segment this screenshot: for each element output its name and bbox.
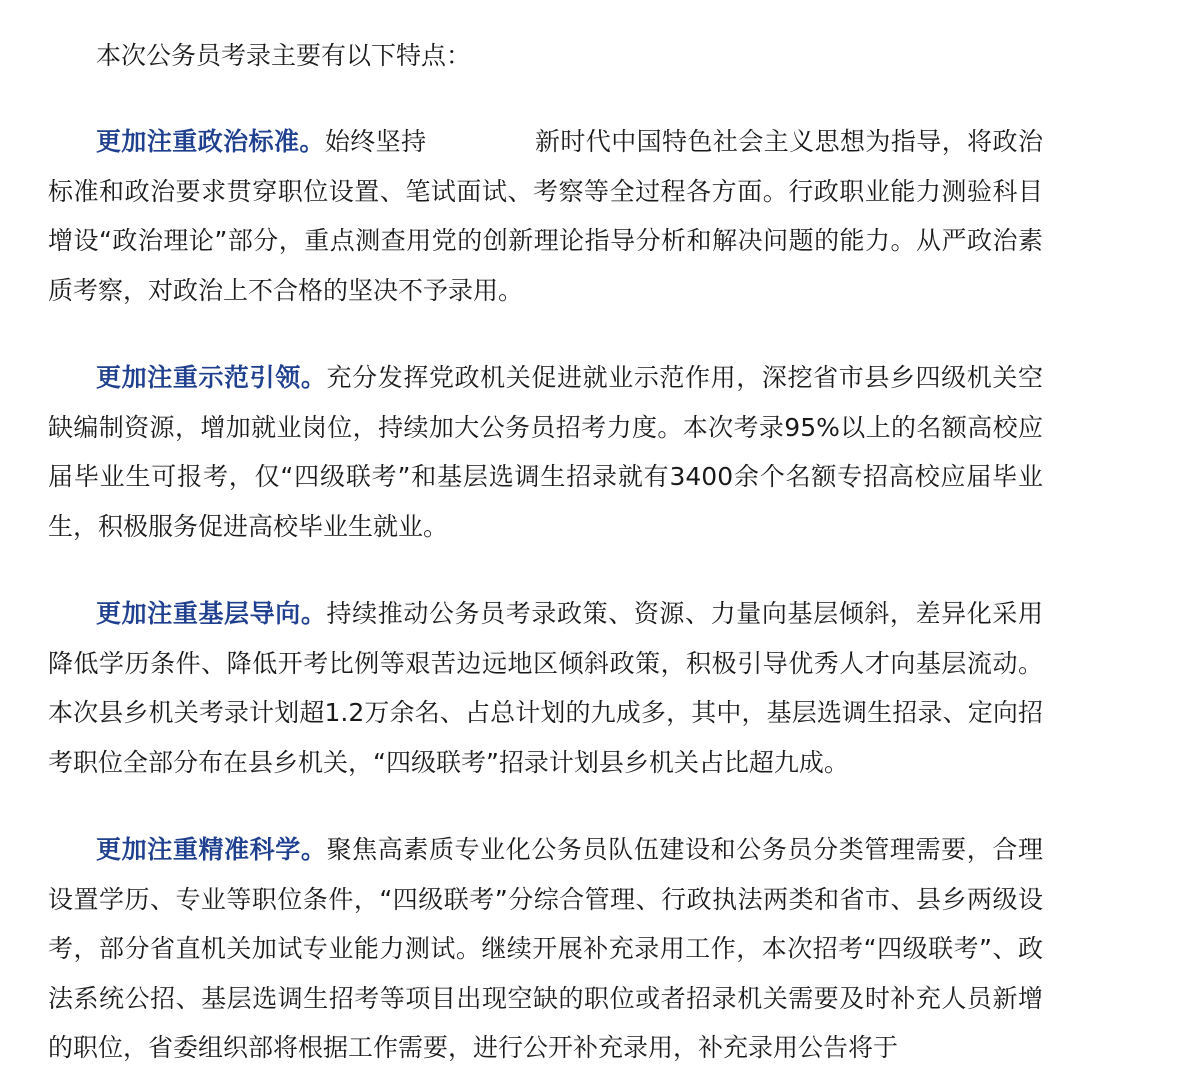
paragraph-heading: 更加注重示范引领。 bbox=[96, 363, 327, 392]
paragraph-heading: 更加注重政治标准。 bbox=[96, 127, 325, 156]
paragraph-heading: 更加注重精准科学。 bbox=[96, 835, 327, 864]
paragraph-political-standard bbox=[48, 117, 1043, 315]
paragraph-lead: 始终坚持 bbox=[324, 127, 427, 156]
paragraph-heading: 更加注重基层导向。 bbox=[96, 599, 327, 628]
paragraph-body: 新时代中国特色社会主义思想为指导，将政治标准和政治要求贯穿职位设置、笔试面试、考察等全过程各方面。行政职业能力测验科目增设“政治理论”部分，重点测查用党的创新理论指导分析和解决问题的能力。从严政治素质考察，对政治上不合格的坚决不予录用。 bbox=[48, 127, 1043, 305]
intro-text: 本次公务员考录主要有以下特点： bbox=[96, 41, 472, 70]
paragraph-body: 充分发挥党政机关促进就业示范作用，深挖省市县乡四级机关空缺编制资源，增加就业岗位，持续加大公务员招考力度。本次考录95%以上的名额高校应届毕业生可报考，仅“四级联考”和基层选调生招录就有3400余个名额专招高校应届毕业生，积极服务促进高校毕业生就业。 bbox=[48, 363, 1043, 541]
paragraph-precision bbox=[48, 825, 1043, 1073]
paragraph-grassroots bbox=[48, 589, 1043, 787]
paragraph-demonstration bbox=[48, 353, 1043, 551]
paragraph-body: 持续推动公务员考录政策、资源、力量向基层倾斜，差异化采用降低学历条件、降低开考比例等艰苦边远地区倾斜政策，积极引导优秀人才向基层流动。本次县乡机关考录计划超1.2万余名、占总计划的九成多，其中，基层选调生招录、定向招考职位全部分布在县乡机关，“四级联考”招录计划县乡机关占比超九成。 bbox=[48, 599, 1043, 777]
paragraph-body: 聚焦高素质专业化公务员队伍建设和公务员分类管理需要，合理设置学历、专业等职位条件，“四级联考”分综合管理、行政执法两类和省市、县乡两级设考，部分省直机关加试专业能力测试。继续开展补充录用工作，本次招考“四级联考”、政法系统公招、基层选调生招考等项目出现空缺的职位或者招录机关需要及时补充人员新增的职位，省委组织部将根据工作需要，进行公开补充录用，补充录用公告将于 bbox=[48, 835, 1043, 1062]
